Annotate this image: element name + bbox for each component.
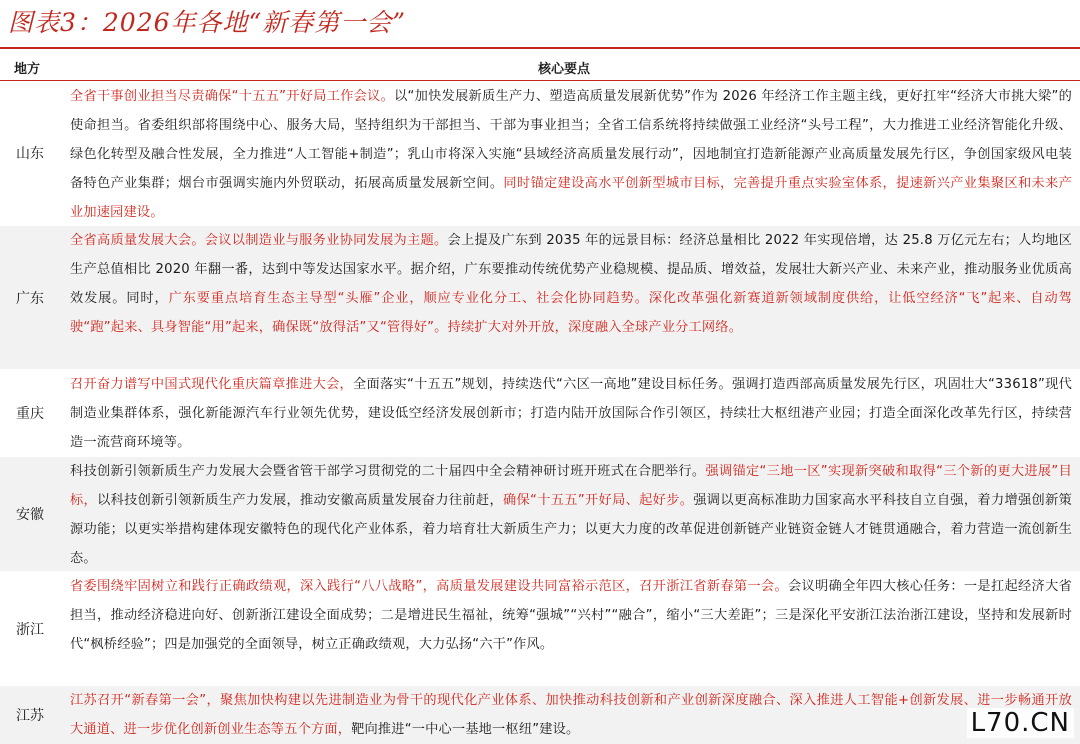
table-row-guangdong bbox=[0, 226, 1080, 369]
body-text: 靶向推进“一中心一基地一枢纽”建设。 bbox=[351, 722, 580, 737]
title-rule bbox=[0, 47, 1080, 49]
highlight-text: 同时锚定建设高水平创新型城市目标，完善提升重点实验室体系，提速新兴产业集聚区和未来产业加速园建设。 bbox=[70, 176, 1072, 220]
highlight-text: 省委围绕牢固树立和践行正确政绩观，深入践行“八八战略”，高质量发展建设共同富裕示范区，召开浙江省新春第一会。 bbox=[70, 579, 788, 594]
watermark: L70.CN bbox=[967, 708, 1074, 738]
region-cell: 浙江 bbox=[16, 621, 44, 638]
highlight-text: 强调锚定“三地一区”实现新突破和取得“三个新的更大进展”目标， bbox=[70, 464, 1072, 508]
region-cell: 重庆 bbox=[16, 406, 44, 422]
highlight-text: 全省干事创业担当尽责确保“十五五”开好局工作会议。 bbox=[70, 89, 395, 104]
table-row-zhejiang bbox=[0, 572, 1080, 685]
body-text: 强调以更高标准助力国家高水平科技自立自强，着力增强创新策源功能；以更实举措构建体现安徽特色的现代化产业体系，着力培育壮大新质生产力；以更大力度的改革促进创新链产业链资金链人才链贯通融合，着力营造一流创新生态。 bbox=[70, 493, 1072, 566]
header-points: 核心要点 bbox=[538, 62, 591, 77]
body-text: 科技创新引领新质生产力发展大会暨省管干部学习贯彻党的二十届四中全会精神研讨班开班式在合肥举行。 bbox=[70, 464, 706, 479]
content-cell bbox=[70, 457, 1072, 573]
region-cell: 江苏 bbox=[16, 708, 44, 724]
figure-title: 图表3：2026年各地“新春第一会” bbox=[8, 8, 407, 37]
body-text: 以“加快发展新质生产力、塑造高质量发展新优势”作为 2026 年经济工作主题主线，更好扛牢“经济大市挑大梁”的使命担当。省委组织部将围绕中心、服务大局，坚持组织为干部担当、干部为事业担当；全省工信系统将持续做强工业经济“头号工程”，大力推进工业经济智能化升级、绿色化转型及融合性发展，全力推进“人工智能+制造”；乳山市将深入实施“县域经济高质量发展行动”，因地制宜打造新能源产业高质量发展先行区，争创国家级风电装备特色产业集群；烟台市强调实施内外贸联动，拓展高质量发展新空间。 bbox=[70, 89, 1072, 191]
table-row-anhui bbox=[0, 457, 1080, 571]
content-cell bbox=[70, 370, 1072, 457]
header-region: 地方 bbox=[14, 62, 41, 77]
body-text: 会议明确全年四大核心任务：一是扛起经济大省担当，推动经济稳进向好、创新浙江建设全面成势；二是增进民生福祉，统筹“强城”“兴村”“融合”，缩小“三大差距”；三是深化平安浙江法治浙江建设，坚持和发展新时代“枫桥经验”；四是加强党的全面领导，树立正确政绩观，大力弘扬“六干”作风。 bbox=[70, 579, 1072, 652]
content-cell bbox=[70, 82, 1072, 227]
body-text: 以科技创新引领新质生产力发展，推动安徽高质量发展奋力往前赶， bbox=[97, 493, 503, 508]
content-cell bbox=[70, 226, 1072, 342]
region-cell: 山东 bbox=[16, 146, 44, 162]
body-text: 会上提及广东到 2035 年的远景目标：经济总量相比 2022 年实现倍增，达 25.8 万亿元左右；人均地区生产总值相比 2020 年翻一番，达到中等发达国家水平。据介绍，广东要推动传统优势产业稳规模、提品质、增效益，发展壮大新兴产业、未来产业，推动服务业优质高效发展。同时， bbox=[70, 233, 1072, 306]
table-row-chongqing bbox=[0, 370, 1080, 456]
table-row-jiangsu bbox=[0, 686, 1080, 744]
content-cell bbox=[70, 572, 1072, 659]
highlight-text: 江苏召开“新春第一会”，聚焦加快构建以先进制造业为骨干的现代化产业体系、加快推动科技创新和产业创新深度融合、深入推进人工智能+创新发展、进一步畅通开放大通道、进一步优化创新创业生态等五个方面， bbox=[70, 693, 1072, 737]
region-cell: 广东 bbox=[16, 290, 44, 307]
highlight-text: 全省高质量发展大会。会议以制造业与服务业协同发展为主题。 bbox=[70, 233, 448, 248]
table-row-shandong bbox=[0, 82, 1080, 224]
highlight-text: 召开奋力谱写中国式现代化重庆篇章推进大会， bbox=[70, 377, 354, 392]
region-cell: 安徽 bbox=[16, 507, 44, 523]
table-header bbox=[0, 50, 1080, 81]
body-text: 全面落实“十五五”规划，持续迭代“六区一高地”建设目标任务。强调打造西部高质量发展先行区，巩固壮大“33618”现代制造业集群体系，强化新能源汽车行业领先优势，建设低空经济发展创新市；打造内陆开放国际合作引领区，持续壮大枢纽港产业园；打造全面深化改革先行区，持续营造一流营商环境等。 bbox=[70, 377, 1072, 450]
highlight-text: 广东要重点培育生态主导型“头雁”企业，顺应专业化分工、社会化协同趋势。深化改革强化新赛道新领域制度供给，让低空经济“飞”起来、自动驾驶“跑”起来、具身智能“用”起来，确保既“放得活”又“管得好”。持续扩大对外开放，深度融入全球产业分工网络。 bbox=[70, 291, 1072, 335]
content-cell bbox=[70, 686, 1072, 744]
highlight-text: 确保“十五五”开好局、起好步。 bbox=[503, 493, 694, 508]
